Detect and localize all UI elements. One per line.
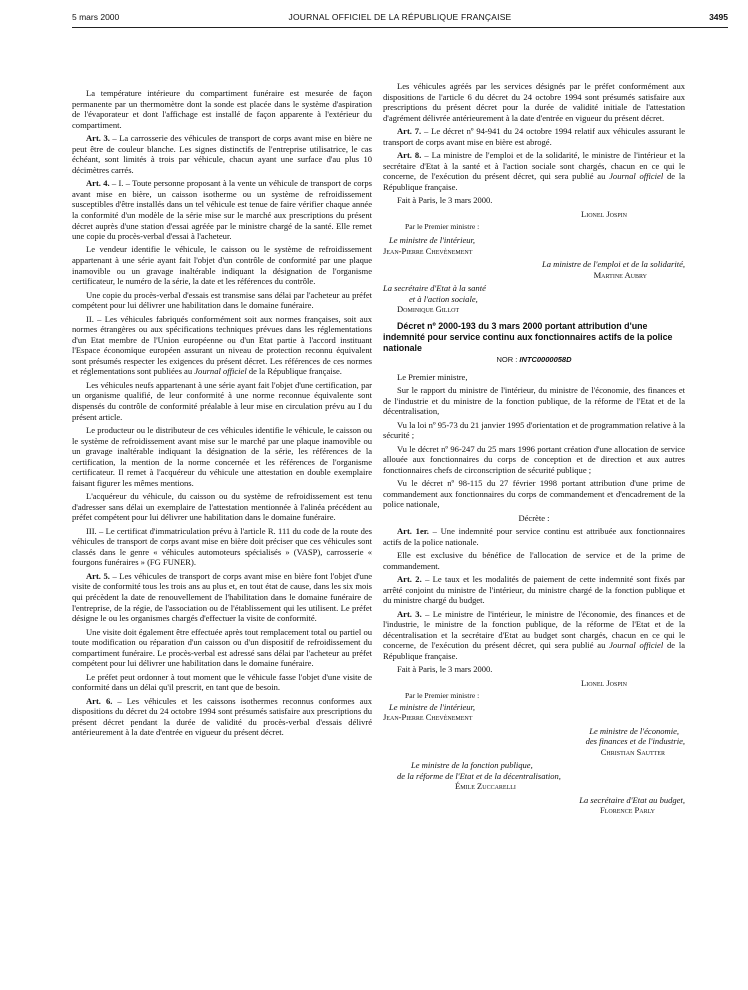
signature-zuccarelli: Émile Zuccarelli bbox=[455, 781, 516, 792]
article-text: – Le ministre de l'intérieur, le ministre de l'économie, des finances et de l'industrie, le ministre de la fonction publique, de la réforme de l'Etat et de la décentralisation et la secrétaire d'Etat au budget sont chargés, chacun en ce qui le concerne, de l'exécution du présent décret, qui sera publié au bbox=[383, 608, 685, 651]
signature-chevenement: Jean-Pierre Chevènement bbox=[383, 245, 473, 256]
signature-parly: Florence Parly bbox=[599, 805, 655, 816]
paragraph: Les véhicules neufs appartenant à une série ayant fait l'objet d'une certification, par un organisme qualifié, de leur conformité à une norme reconnue équivalente sont dispensés du contrôle de conformité préalable à leur mise en circulation prévu au I du présent article. bbox=[72, 379, 372, 422]
ministre-emploi: La ministre de l'emploi et de la solidarité, bbox=[542, 259, 685, 270]
article-label: Art. 3. bbox=[86, 133, 110, 144]
article-7 bbox=[383, 126, 685, 147]
article-6 bbox=[72, 696, 372, 738]
article-label: Art. 7. bbox=[397, 126, 422, 137]
article-text: – La carrosserie des véhicules de transport de corps avant mise en bière ne peut être de couleur blanche. Les signes distinctifs de l'entreprise utilisatrice, le cas échéant, sont limités à trois par véhicule, chacun ayant une surface d'au plus 10 décimètres carrés. bbox=[72, 133, 373, 175]
article-1 bbox=[383, 526, 685, 547]
article-4 bbox=[72, 178, 372, 241]
article-8 bbox=[383, 150, 685, 192]
visa: Vu la loi nº 95-73 du 21 janvier 1995 d'orientation et de programmation relative à la sécurité ; bbox=[383, 419, 685, 441]
article-label: Art. 4. bbox=[86, 178, 110, 189]
ministre-fonction-publique-1: Le ministre de la fonction publique, bbox=[411, 760, 533, 771]
secretaire-sante-2: et à l'action sociale, bbox=[409, 293, 478, 304]
decree-title: Décret nº 2000-193 du 3 mars 2000 portant attribution d'une indemnité pour service continu aux fonctionnaires actifs de la police nationale bbox=[383, 320, 673, 353]
ministre-fonction-publique-2: de la réforme de l'Etat et de la décentralisation, bbox=[397, 770, 561, 781]
paragraph-text: de la République française. bbox=[246, 366, 342, 377]
article-label: Art. 5. bbox=[86, 570, 110, 581]
secretaire-budget: La secrétaire d'Etat au budget, bbox=[579, 794, 685, 805]
paragraph: L'acquéreur du véhicule, du caisson ou du système de refroidissement est tenu d'adresser sans délai un exemplaire de l'attestation mentionnée à l'alinéa précédent au préfet compétent pour lui délivrer une habilitation dans le domaine funéraire. bbox=[72, 491, 372, 523]
article-text: – La ministre de l'emploi et de la solidarité, le ministre de l'intérieur et la secrétaire d'Etat à la santé et à l'action sociale sont chargés, chacun en ce qui le concerne, de l'exécution du présent décret, qui sera publié au bbox=[383, 150, 685, 182]
page-header bbox=[72, 12, 728, 26]
paragraph: La température intérieure du compartiment funéraire est mesurée de façon permanente par un thermomètre dont la sonde est placée dans le système d'aspiration de l'évaporateur et dont l'affichage est installé de façon apparente à l'extérieur du compartiment. bbox=[72, 88, 372, 130]
visa: Vu le décret nº 96-247 du 25 mars 1996 portant création d'une allocation de service allouée aux fonctionnaires du corps de conception et de direction et aux autres fonctionnaires chefs de circonscription de sécurité publique ; bbox=[383, 443, 685, 475]
article-3-decret bbox=[383, 609, 685, 662]
paragraph: Le préfet peut ordonner à tout moment que le véhicule fasse l'objet d'une visite de conformité dans un délai qu'il prescrit, en tant que de besoin. bbox=[72, 671, 372, 693]
decrete: Décrète : bbox=[518, 512, 550, 523]
paragraph: Une visite doit également être effectuée après tout remplacement total ou partiel ou toute modification ou réparation d'un caisson ou d'un dispositif de refroidissement du compartiment funéraire. Le procès-verbal est adressé sans délai par l'acheteur au préfet compétent pour lui délivrer une habilitation dans le domaine funéraire. bbox=[72, 626, 372, 669]
signature-sautter: Christian Sautter bbox=[600, 746, 665, 757]
paragraph bbox=[72, 314, 372, 377]
premier-ministre: Le Premier ministre, bbox=[397, 371, 468, 382]
fait-a-paris: Fait à Paris, le 3 mars 2000. bbox=[397, 195, 493, 206]
article-label: Art. 1er. bbox=[397, 526, 429, 537]
fait-a-paris: Fait à Paris, le 3 mars 2000. bbox=[397, 664, 493, 675]
signature-gillot: Dominique Gillot bbox=[397, 304, 460, 315]
paragraph: Les véhicules agréés par les services désignés par le préfet conformément aux dispositions de l'article 6 du décret du 24 octobre 1994 sont présumés satisfaire aux prescriptions du présent décret pour la durée de validité initiale de l'attestation d'agrément délivrée antérieurement à la date d'entrée en vigueur du présent décret. bbox=[383, 81, 685, 123]
nor-code: INTC0000058D bbox=[519, 355, 572, 365]
article-5 bbox=[72, 571, 372, 624]
header-rule bbox=[72, 27, 728, 28]
ministre-economie-2: des finances et de l'industrie, bbox=[585, 736, 685, 747]
article-text: – Le décret nº 94-941 du 24 octobre 1994 relatif aux véhicules assurant le transport de corps avant mise en bière est abrogé. bbox=[383, 126, 685, 147]
visa: Vu le décret nº 98-115 du 27 février 1998 portant attribution d'une prime de commandement aux fonctionnaires du corps de commandement et d'encadrement de la police nationale, bbox=[383, 478, 685, 510]
article-text: de la République française. bbox=[383, 640, 685, 661]
paragraph: III. – Le certificat d'immatriculation prévu à l'article R. 111 du code de la route des véhicules de transport de corps avant mise en bière doit préciser que ces véhicules sont classés dans le genre « véhicules automoteurs spécialisés » (VASP), carrosserie « fourgons funéraires » (FG FUNER). bbox=[72, 525, 372, 568]
paragraph: Elle est exclusive du bénéfice de l'allocation de service et de la prime de commandement. bbox=[383, 550, 685, 571]
article-text: – Le taux et les modalités de paiement de cette indemnité sont fixés par arrêté conjoint du ministre de l'intérieur, du ministre chargé de la fonction publique et du ministre chargé du budget. bbox=[383, 574, 686, 606]
article-text: de la République française. bbox=[383, 171, 685, 192]
header-title: JOURNAL OFFICIEL DE LA RÉPUBLIQUE FRANÇAISE bbox=[288, 12, 512, 22]
journal-officiel-ref: Journal officiel bbox=[609, 640, 664, 651]
page-number: 3495 bbox=[709, 12, 728, 22]
nor-label: NOR : bbox=[496, 355, 520, 365]
ministre-interieur: Le ministre de l'intérieur, bbox=[389, 235, 476, 246]
secretaire-sante-1: La secrétaire d'Etat à la santé bbox=[383, 283, 486, 294]
signature-aubry: Martine Aubry bbox=[593, 269, 647, 280]
article-text: – Les véhicules de transport de corps avant mise en bière font l'objet d'une visite de conformité tous les trois ans au plus et, en tout état de cause, dans les six mois qui précèdent la date de renouvellement de l'habilitation dans le domaine funéraire de l'entreprise, de la régie, de l'association ou de l'établissement qui les utilisent. Le préfet désigne le ou les organismes chargés d'effectuer la visite de conformité. bbox=[72, 570, 373, 624]
signature-chevenement: Jean-Pierre Chevènement bbox=[383, 712, 473, 723]
par-premier-ministre: Par le Premier ministre : bbox=[405, 691, 480, 701]
par-premier-ministre: Par le Premier ministre : bbox=[405, 221, 480, 231]
paragraph-text: II. – Les véhicules fabriqués conformément soit aux normes françaises, soit aux normes étrangères ou aux spécifications techniques prévues dans les réglementations d'un Etat membre de l'Union européenne ou d'un Etat partie à l'accord instituant l'Espace économique européen assurant un niveau de protection reconnu équivalent sont présumés respecter les exigences du présent décret. Les références de ces normes et réglementations sont publiées au bbox=[72, 313, 372, 377]
paragraph: Le producteur ou le distributeur de ces véhicules identifie le véhicule, le caisson ou le système de refroidissement avant mise sur le marché par une plaque inamovible ou un gravage inaltérable indiquant la désignation de la série, les références de la certification, la mention de la norme concernée et les références de l'organisme certificateur. Il remet à l'acquéreur du véhicule une attestation en double exemplaire faisant figurer les mêmes mentions. bbox=[72, 424, 372, 488]
article-label: Art. 3. bbox=[397, 608, 422, 619]
article-text: – Une indemnité pour service continu est attribuée aux fonctionnaires actifs de la police nationale. bbox=[383, 526, 685, 547]
ministre-interieur: Le ministre de l'intérieur, bbox=[389, 701, 476, 712]
article-label: Art. 2. bbox=[397, 574, 422, 585]
right-column bbox=[383, 81, 685, 816]
signature-jospin: Lionel Jospin bbox=[580, 677, 627, 688]
article-text: – Les véhicules et les caissons isothermes reconnus conformes aux dispositions du décret du 24 octobre 1994 sont présumés satisfaire aux prescriptions du présent décret pendant la durée de validité du procès-verbal d'essais délivré antérieurement à la date d'entrée en vigueur du présent décret. bbox=[72, 695, 372, 738]
left-column bbox=[72, 88, 372, 741]
paragraph: Une copie du procès-verbal d'essais est transmise sans délai par l'acheteur au préfet compétent pour lui délivrer une habilitation dans le domaine funéraire. bbox=[72, 289, 372, 311]
paragraph: Le vendeur identifie le véhicule, le caisson ou le système de refroidissement appartenant à une série ayant fait l'objet d'un contrôle de conformité par une plaque inamovible ou un gravage inaltérable indiquant la désignation de l'organisme certificateur, le numéro de la série, la date et les références du contrôle. bbox=[72, 244, 372, 287]
signature-jospin: Lionel Jospin bbox=[580, 208, 627, 219]
visa: Sur le rapport du ministre de l'intérieur, du ministre de l'économie, des finances et de l'industrie et du ministre de la fonction publique, de la réforme de l'Etat et de la décentralisation, bbox=[383, 385, 685, 417]
article-label: Art. 8. bbox=[397, 150, 422, 161]
journal-officiel-ref: Journal officiel bbox=[194, 366, 247, 377]
article-2 bbox=[383, 574, 685, 606]
ministre-economie-1: Le ministre de l'économie, bbox=[589, 725, 679, 736]
article-text: – I. – Toute personne proposant à la vente un véhicule de transport de corps avant mise en bière, un caisson isotherme ou un système de refroidissement susceptibles d'être installés dans un tel véhicule est tenue de faire vérifier chaque année la conformité d'un modèle de la série mise sur le marché aux prescriptions du présent décret auprès d'une station d'essai agréée par le ministre chargé de la santé. Elle remet une copie du procès-verbal d'essai à l'acheteur. bbox=[72, 178, 372, 242]
header-date: 5 mars 2000 bbox=[72, 12, 120, 22]
nor-reference bbox=[383, 355, 685, 366]
article-3 bbox=[72, 133, 372, 175]
journal-officiel-ref: Journal officiel bbox=[609, 171, 664, 182]
article-label: Art. 6. bbox=[86, 695, 113, 706]
